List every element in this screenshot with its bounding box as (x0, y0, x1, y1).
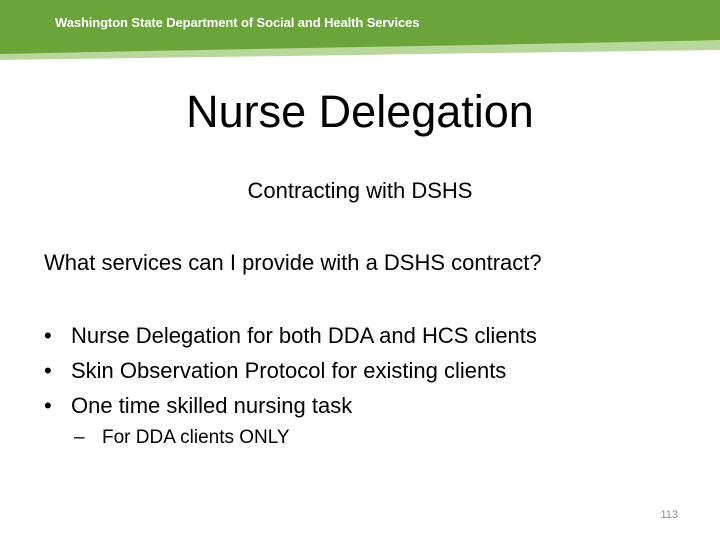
slide-subtitle: Contracting with DSHS (247, 178, 473, 203)
question-text: What services can I provide with a DSHS contract? (44, 250, 542, 275)
bullet-marker: • (44, 393, 52, 418)
bullet-text: Skin Observation Protocol for existing clients (71, 358, 507, 383)
page-number: 113 (660, 509, 678, 521)
sub-list-item (74, 427, 290, 449)
banner-swoosh (0, 0, 720, 60)
list-item (44, 388, 537, 423)
bullet-text: Nurse Delegation for both DDA and HCS clients (71, 323, 537, 348)
sub-bullet-text: For DDA clients ONLY (102, 427, 290, 448)
sub-bullet-marker: – (74, 427, 85, 448)
organization-name: Washington State Department of Social and Health Services (55, 15, 420, 30)
bullet-text: One time skilled nursing task (71, 393, 353, 418)
bullet-marker: • (44, 358, 52, 383)
bullet-marker: • (44, 323, 52, 348)
bullet-list (44, 318, 537, 423)
list-item (44, 353, 537, 388)
slide-title: Nurse Delegation (186, 86, 534, 137)
header-banner (0, 0, 720, 60)
list-item (44, 318, 537, 353)
